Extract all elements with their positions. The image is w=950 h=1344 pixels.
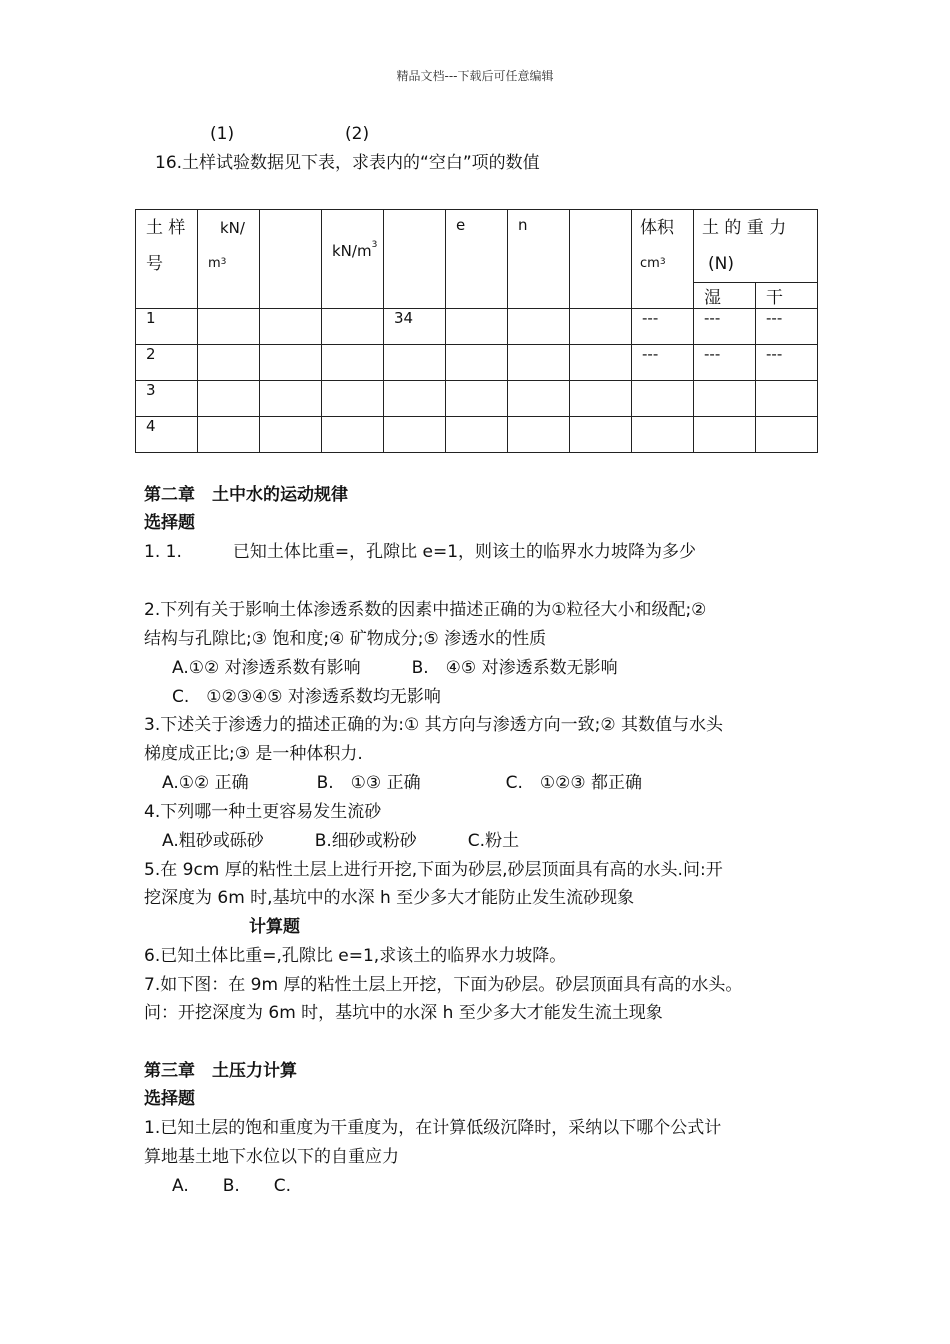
ch2-q6: 6.已知土体比重=,孔隙比 e=1,求该土的临界水力坡降。: [144, 946, 567, 966]
ch2-q5-line1: 5.在 9cm 厚的粘性土层上进行开挖,下面为砂层,砂层顶面具有高的水头.问:开: [144, 860, 723, 880]
ch3-q1-line2: 算地基土地下水位以下的自重应力: [144, 1147, 399, 1167]
header-wet: 湿: [694, 283, 756, 309]
label-2: (2): [345, 124, 370, 144]
ch2-q7-line1: 7.如下图：在 9m 厚的粘性土层上开挖，下面为砂层。砂层顶面具有高的水头。: [144, 975, 743, 995]
header-unit-weight-2: $kN/m^3$: [322, 210, 384, 309]
ch2-q2-option-c: C. ①②③④⑤ 对渗透系数均无影响: [172, 687, 441, 707]
page-header-watermark: 精品文档---下载后可任意编辑: [396, 69, 554, 83]
header-soil-weight: 土 的 重 力 (N): [694, 210, 818, 283]
ch2-q1: 1. 1. 已知土体比重=，孔隙比 e=1，则该土的临界水力坡降为多少: [144, 542, 697, 562]
header-porosity: n: [508, 210, 570, 309]
ch3-q1-line1: 1.已知土层的饱和重度为干重度为，在计算低级沉降时，采纳以下哪个公式计: [144, 1118, 722, 1138]
chapter-2-title: 第二章 土中水的运动规律: [144, 485, 348, 505]
table-row: 3: [136, 381, 818, 417]
header-unit-weight: kN/ $m^3$: [198, 210, 260, 309]
chapter-2-choice-heading: 选择题: [144, 513, 195, 533]
table-row: 1 34 --- --- ---: [136, 309, 818, 345]
soil-test-table: [135, 209, 818, 453]
header-blank-5: [384, 210, 446, 309]
header-void-ratio: e: [446, 210, 508, 309]
header-dry: 干: [756, 283, 818, 309]
table-row: 2 --- --- ---: [136, 345, 818, 381]
ch2-q2-line2: 结构与孔隙比;③ 饱和度;④ 矿物成分;⑤ 渗透水的性质: [144, 629, 547, 649]
label-1: (1): [210, 124, 235, 144]
ch2-q4-options: A.粗砂或砾砂 B.细砂或粉砂 C.粉土: [162, 831, 520, 851]
question-16: 16.土样试验数据见下表，求表内的“空白”项的数值: [155, 153, 540, 173]
table-row: 4: [136, 417, 818, 453]
ch2-q2-options-ab: A.①② 对渗透系数有影响 B. ④⑤ 对渗透系数无影响: [172, 658, 618, 678]
ch2-q4: 4.下列哪一种土更容易发生流砂: [144, 802, 382, 822]
ch2-calc-heading: 计算题: [249, 917, 300, 937]
ch2-q5-line2: 挖深度为 6m 时,基坑中的水深 h 至少多大才能防止发生流砂现象: [144, 888, 635, 908]
chapter-3-title: 第三章 土压力计算: [144, 1061, 297, 1081]
chapter-3-choice-heading: 选择题: [144, 1089, 195, 1109]
ch2-q3-line2: 梯度成正比;③ 是一种体积力.: [144, 744, 363, 764]
ch3-q1-options: A. B. C.: [172, 1176, 292, 1196]
ch2-q2-line1: 2.下列有关于影响土体渗透系数的因素中描述正确的为①粒径大小和级配;②: [144, 600, 707, 620]
header-volume: 体积 $cm^3$: [632, 210, 694, 309]
ch2-q7-line2: 问：开挖深度为 6m 时，基坑中的水深 h 至少多大才能发生流土现象: [144, 1003, 663, 1023]
header-blank-3: [260, 210, 322, 309]
ch2-q3-options: A.①② 正确 B. ①③ 正确 C. ①②③ 都正确: [162, 773, 642, 793]
header-blank-8: [570, 210, 632, 309]
header-soil-no: 土 样 号: [136, 210, 198, 309]
ch2-q3-line1: 3.下述关于渗透力的描述正确的为:① 其方向与渗透方向一致;② 其数值与水头: [144, 715, 723, 735]
